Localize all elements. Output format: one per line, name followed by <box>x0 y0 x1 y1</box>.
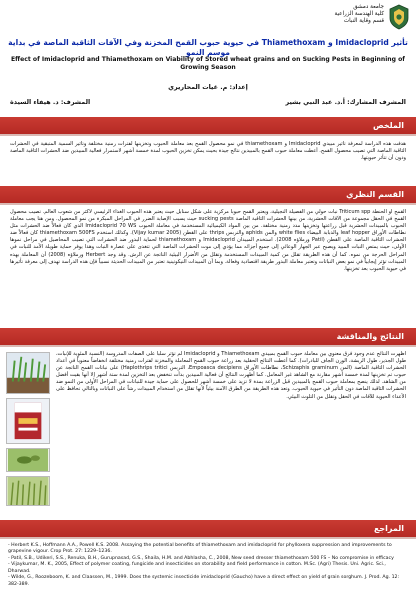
pesticide-package-photo <box>6 398 50 444</box>
reference-item: - Vijaykumar, M. K., 2005, Effect of polymer coating, fungicide and insecticides on storability and field performance in cotton. M.Sc. (Agri) Thesis. Uni. Agric. Sci., Dharwad. <box>8 562 386 574</box>
theory-text: القمح أو الحنطة Triticum spp نبات حولي من الفصيلة النجيلية، ويعتبر القمح حبوباً مركزية على شكل سنابل حيث يعتبر هذه الحبوب الغذاء الرئيسي لأكثر من شعوب العالم. تصيب محصول القمح في الحقل مجموعة من الآفات الحشرية، من بينها الحشرات الثاقبة الماصة sucking pests حيث يسبب الإصابة الضرر في المراحل المبكرة من نمو المحصول. ومن هنا يجب معاملة الحبوب بالمبيدات الحشرية قبل زراعتها وتخزينها مدد زمنية مختلفة. من بين المواد الكيميائية المستخدمة في معاملة الحبوب Imidacloprid 70 WS الذي كان فعالاً ضد الحشرات مثل نطاطات الأوراق leaf hopper والذبابة البيضاء white flies والمن aphids والتربس thrips على القطن (Vijay kumar 2005). وكذلك استخدم thiamethoxam 500FS كان فعالاً ضد الحشرات الثاقبة الماصة على القطن (Patil وزملاؤه 2008). استخدم المبيدان Imidacloprid و thiamethoxam لحماية البذور ضد الحشرات التي تصيب المحاصيل في مراحل نموها الأولى، حيث يمتص النبات المبيد ويصبح عبر الجهاز الوعائي إلى جميع أجزائه مما يؤدي إلى موت الحشرات الماصة التي تتغذى على عصارة النبات وهذا يوفر حماية طويلة الأمد للنبات في المراحل الحرجة من نموه. كما أن هذه الطريقة تقلل من كمية المبيدات المستخدمة وتقلل من الأضرار البيئية الناتجة عن الرش. وقد وجد Herbert وزملاؤه (2008) أن المعاملة بهذه المبيدات تؤثر إيجابياً في نمو بعض النباتات وتعتبر معاملة البذور طريقة اقتصادية وفعالة. وبما أن المبيدات النيكوتينية تعتبر من المبيدات الحديثة نسبياً فإن هذه الدراسة تهدف إلى معرفة تأثيرها في حيوية الحبوب بعد تخزينها. <box>10 209 406 272</box>
title-english: Effect of Imidacloprid and Thiamethoxam on Viability of Stored wheat grains and on Sucking Pests in Beginning of Growing Season <box>11 56 405 71</box>
theory-band <box>0 186 416 203</box>
results-images <box>6 352 50 508</box>
results-band <box>0 328 416 345</box>
references-band <box>0 520 416 537</box>
main-supervisor: المشرف: د. هيفاء السيدة <box>10 98 91 106</box>
wheat-field-photo <box>6 476 50 506</box>
references-heading: المراجع <box>373 524 404 533</box>
insect-photo <box>6 448 50 472</box>
faculty-name: كلية الهندسة الزراعية <box>334 11 384 17</box>
results-text: أظهرت النتائج عدم وجود فرق معنوي بين معاملة حبوب القمح بمبيدي Thiamethoxam و Imidacloprid لم تؤثر سلباً على الصفات المدروسة (النسبة المئوية للإنبات، طول الجذير، طول الريشة، الوزن الجاف للبادرات). كما أعطت النتائج الحقلية بعد زراعة حبوب القمح المعاملة والمخزنة لفترات زمنية مختلفة انخفاضاً معنوياً في أعداد الحشرات الثاقبة الماصة (المن Schizaphis graminum، نطاطات الأوراق Empoasca decipiens، التربس Haplothrips tritici) على نباتات القمح الناتجة عن حبوب تم تخزينها لمدة خمسة أشهر مقارنة مع الشاهد غير المعامل. كما أظهرت النتائج أن فعالية المبيدين بدأت تنخفض بعد التخزين لمدة ستة أشهر إلا أنها بقيت أفضل من الشاهد. لذلك ينصح بمعاملة حبوب القمح بالمبيدين قبل الزراعة بمدة لا تزيد على خمسة أشهر للحصول على حماية جيدة للنباتات في المراحل الأولى من النمو ضد الحشرات الثاقبة الماصة دون التأثير في حيوية الحبوب. وتعد هذه الطريقة من الطرق الآمنة بيئياً لأنها تقلل من استخدام المبيدات رشاً على النباتات وبالتالي تحافظ على الأعداء الحيوية للآفات في الحقل وتقلل من التلوث البيئي. <box>56 351 406 400</box>
university-name: جامعة دمشق <box>353 4 384 10</box>
reference-item: - Herbert K.S., Hoffmann A.A., Powell K.S. 2008. Assaying the potential benefits of thiamethoxam and imidacloprid for phylloxera suppression and improvements to grapevine vigour. Crop Prot. 27: 1229–1236. <box>8 543 392 555</box>
results-heading: النتائج والمناقشة <box>336 332 404 341</box>
theory-heading: القسم النظري <box>346 190 404 199</box>
prepared-by: إعداد: م. غيات المحاريري <box>168 83 248 91</box>
summary-band <box>0 117 416 134</box>
reference-item: - Wilde, G., Roozeboom, K. and Claassen, M., 1999. Does the systemic insecticide imidacloprid (Gaucho) have a direct effect on yield of grain sorghum. J. Prod. Ag. 12: 382-389. <box>8 575 400 587</box>
co-supervisor: المشرف المشارك: أ.د. عبد النبي بشير <box>285 98 406 106</box>
supervisors-row <box>10 98 406 108</box>
references-list <box>8 543 408 588</box>
university-block <box>334 4 384 25</box>
summary-text: هدفت هذه الدراسة لمعرفة تأثير مبيدي Imidacloprid و thiamethoxam في نمو محصول القمح بعد معاملة الحبوب وتخزينها لفترات زمنية مختلفة وتأثير السمية المتبقية في الحشرات الثاقبة الماصة التي تصيب محصول القمح. أعطت معاملة حبوب القمح بالمبيدين نتائج جيدة بحيث يمكن تخزين الحبوب لمدة خمسة أشهر لاستمرار فعالية المبيدين ضد الحشرات الثاقبة الماصة ودون أن تتأثر حيويتها. <box>10 141 406 162</box>
reference-item: - Patil, S.B., Udikeri, S.S., Renuka, B.H., Gurupnasad, G.S., Shaila, H.M. and Abhlasha, C., 2008, New seed dresser thiamethoxam 500 FS – No compromise in efficacy <box>8 555 394 561</box>
summary-heading: الملخص <box>372 121 404 130</box>
title-arabic: تأثير Imidacloprid و Thiamethoxam في حيوية حبوب القمح المخزنة وفي الآفات الثاقبة الماصة في بداية موسم النمو <box>8 38 408 57</box>
department-name: قسم وقاية النبات <box>343 18 384 24</box>
plant-photo-1 <box>6 352 50 394</box>
university-logo-icon <box>388 4 410 30</box>
